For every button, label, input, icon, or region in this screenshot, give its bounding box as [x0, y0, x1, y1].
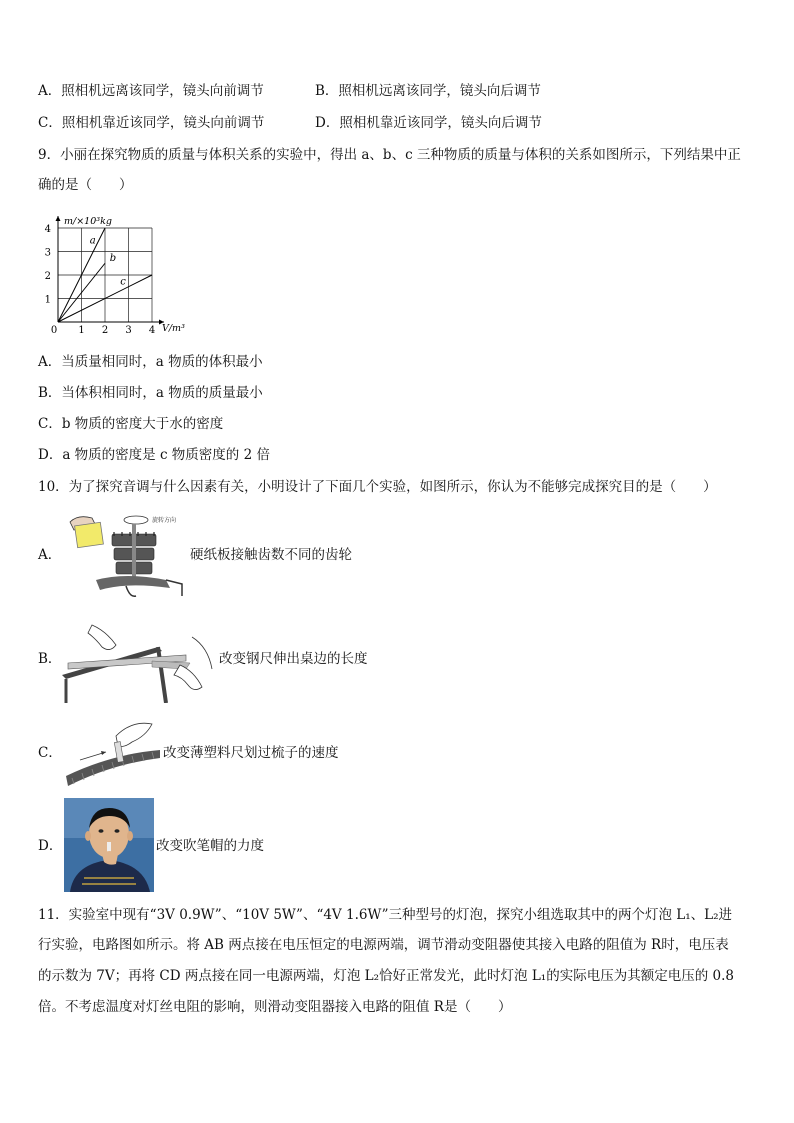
chart-axes: [56, 216, 165, 325]
boy-blowing-cap-photo: [64, 798, 154, 892]
x-tick-label: 4: [148, 325, 156, 336]
q8-option-d: D．照相机靠近该同学，镜头向后调节: [315, 115, 542, 131]
y-axis-label: m/×10³kg: [64, 216, 112, 227]
y-tick-label: 3: [44, 247, 51, 259]
mass-volume-chart: [38, 205, 208, 340]
q10-option-b-letter: B．: [38, 651, 62, 667]
x-tick-label: 0: [50, 325, 58, 336]
y-tick-label: 4: [44, 224, 51, 235]
q8-option-b: B．照相机远离该同学，镜头向后调节: [315, 83, 541, 99]
y-tick-label: 1: [44, 294, 51, 306]
q8-option-c: C．照相机靠近该同学，镜头向前调节: [38, 115, 265, 131]
x-axis-label: V/m³: [162, 323, 185, 334]
comb-image: [62, 718, 162, 790]
q10-option-d-letter: D．: [38, 838, 63, 854]
q10-option-a-letter: A．: [38, 547, 62, 563]
q11-stem-line4: 倍。不考虑温度对灯丝电阻的影响，则滑动变阻器接入电路的阻值 R是（ ）: [38, 999, 512, 1015]
q9-option-d: D．a 物质的密度是 c 物质密度的 2 倍: [38, 447, 270, 463]
q11-stem-line3: 的示数为 7V；再将 CD 两点接在同一电源两端，灯泡 L₂恰好正常发光，此时灯泡 L₁的实际电压为其额定电压的 0.8: [38, 968, 734, 984]
q9-option-b: B．当体积相同时，a 物质的质量最小: [38, 385, 263, 401]
q9-stem-line1: 9．小丽在探究物质的质量与体积关系的实验中，得出 a、b、c 三种物质的质量与体积的关系如图所示，下列结果中正: [38, 147, 741, 163]
q10-stem: 10．为了探究音调与什么因素有关，小明设计了下面几个实验，如图所示，你认为不能够完成探究目的是（ ）: [38, 479, 717, 495]
q10-option-d-text: 改变吹笔帽的力度: [156, 838, 264, 854]
q10-option-b-text: 改变钢尺伸出桌边的长度: [219, 651, 368, 667]
x-tick-label: 1: [78, 325, 85, 336]
gear-experiment-image: [66, 510, 186, 602]
x-tick-label: 3: [125, 325, 132, 336]
series-label-a: a: [89, 235, 96, 247]
series-label-b: b: [109, 252, 117, 264]
series-label-c: c: [120, 276, 126, 288]
q8-option-a: A．照相机远离该同学，镜头向前调节: [38, 83, 264, 99]
q9-option-a: A．当质量相同时，a 物质的体积最小: [38, 354, 263, 370]
q9-stem-line2: 确的是（ ）: [38, 177, 133, 193]
q10-option-a-text: 硬纸板接触齿数不同的齿轮: [190, 547, 352, 563]
chart-grid: [58, 228, 152, 322]
steel-ruler-image: [62, 617, 218, 703]
q11-stem-line1: 11．实验室中现有“3V 0.9W”、“10V 5W”、“4V 1.6W”三种型号的灯泡，探究小组选取其中的两个灯泡 L₁、L₂进: [38, 907, 733, 923]
y-tick-label: 2: [44, 271, 51, 282]
q11-stem-line2: 行实验，电路图如所示。将 AB 两点接在电压恒定的电源两端，调节滑动变阻器使其接入电路的阻值为 R时，电压表: [38, 937, 729, 953]
y-axis-arrow: [56, 216, 61, 221]
rotation-direction-label: 旋转方向: [152, 517, 177, 524]
q10-option-c-text: 改变薄塑料尺划过梳子的速度: [163, 745, 339, 761]
q9-option-c: C．b 物质的密度大于水的密度: [38, 416, 224, 432]
x-tick-label: 2: [101, 325, 109, 336]
q10-option-c-letter: C．: [38, 745, 62, 761]
